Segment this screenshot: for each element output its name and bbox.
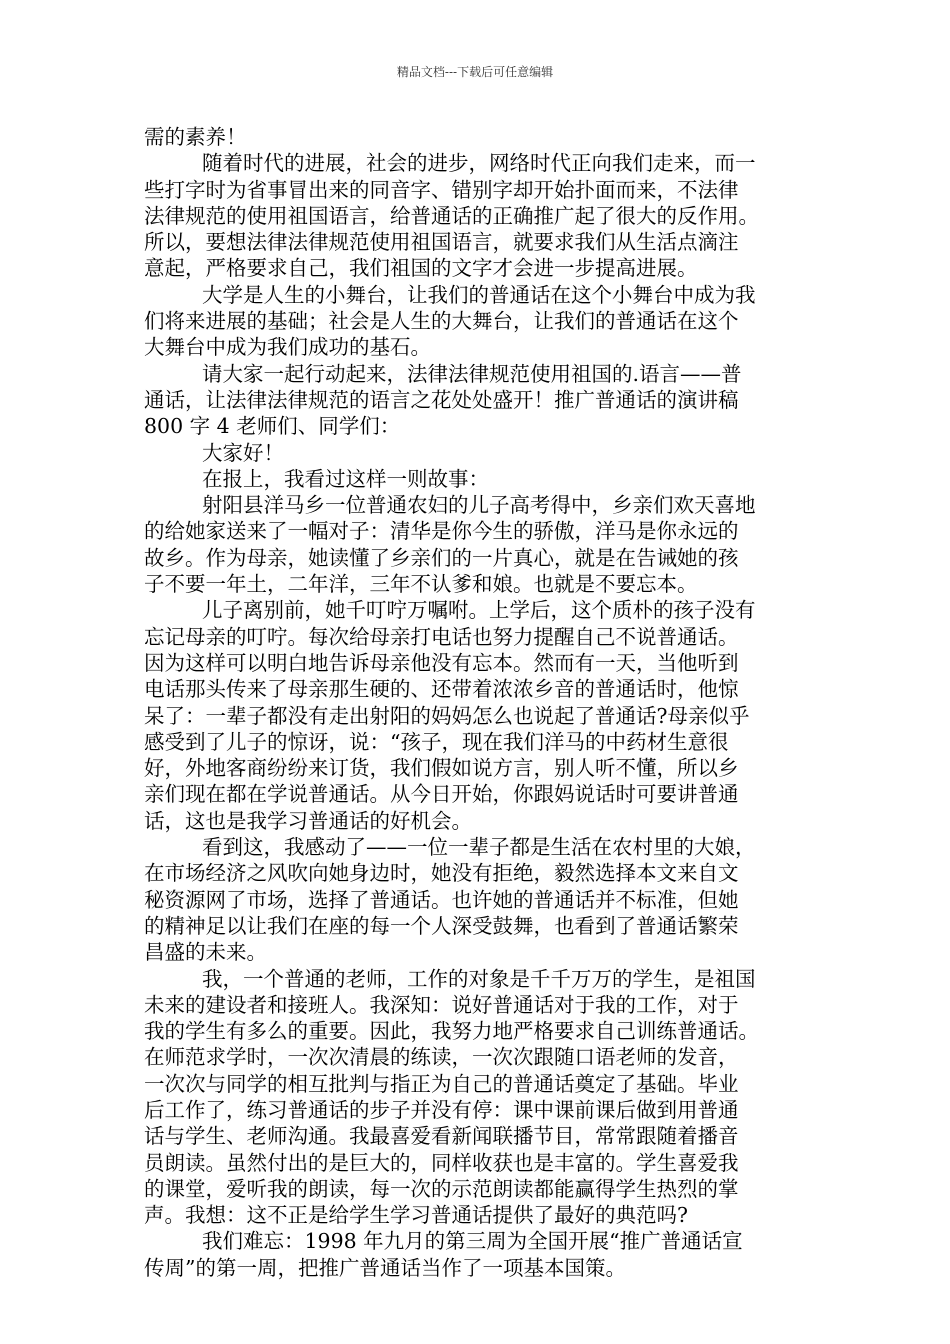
text-line: 随着时代的进展，社会的进步，网络时代正向我们走来，而一: [202, 151, 756, 176]
text-line: 电话那头传来了母亲那生硬的、还带着浓浓乡音的普通话时，他惊: [144, 677, 739, 702]
text-line: 我们难忘：1998 年九月的第三周为全国开展“推广普通话宣: [202, 1229, 743, 1254]
text-line: 在报上，我看过这样一则故事：: [202, 466, 489, 491]
text-line: 子不要一年土，二年洋，三年不认爹和娘。也就是不要忘本。: [144, 572, 698, 597]
text-line: 在市场经济之风吹向她身边时，她没有拒绝，毅然选择本文来自文: [144, 861, 739, 886]
text-line: 我，一个普通的老师，工作的对象是千千万万的学生，是祖国: [202, 966, 756, 991]
text-line: 们将来进展的基础；社会是人生的大舞台，让我们的普通话在这个: [144, 309, 739, 334]
text-line: 传周”的第一周，把推广普通话当作了一项基本国策。: [144, 1255, 626, 1280]
text-line: 800 字 4 老师们、同学们：: [144, 414, 401, 439]
text-line: 员朗读。虽然付出的是巨大的，同样收获也是丰富的。学生喜爱我: [144, 1150, 739, 1175]
text-line: 故乡。作为母亲，她读懂了乡亲们的一片真心，就是在告诫她的孩: [144, 545, 739, 570]
text-line: 的精神足以让我们在座的每一个人深受鼓舞，也看到了普通话繁荣: [144, 913, 739, 938]
text-line: 需的素养！: [144, 125, 247, 149]
page-header: 精品文档---下载后可任意编辑: [396, 65, 554, 79]
text-line: 意起，严格要求自己，我们祖国的文字才会进一步提高进展。: [144, 256, 698, 281]
text-line: 大家好！: [202, 440, 284, 465]
text-line: 好，外地客商纷纷来订货，我们假如说方言，别人听不懂，所以乡: [144, 756, 739, 781]
text-line: 所以，要想法律法律规范使用祖国语言，就要求我们从生活点滴注: [144, 230, 739, 255]
text-line: 亲们现在都在学说普通话。从今日开始，你跟妈说话时可要讲普通: [144, 782, 739, 807]
text-line: 通话，让法律法律规范的语言之花处处盛开！推广普通话的演讲稿: [144, 387, 739, 412]
text-line: 一次次与同学的相互批判与指正为自己的普通话奠定了基础。毕业: [144, 1071, 739, 1096]
text-line: 射阳县洋马乡一位普通农妇的儿子高考得中，乡亲们欢天喜地: [202, 493, 756, 518]
text-line: 秘资源网了市场，选择了普通话。也许她的普通话并不标准，但她: [144, 887, 739, 912]
text-line: 大舞台中成为我们成功的基石。: [144, 335, 431, 360]
text-line: 请大家一起行动起来，法律法律规范使用祖国的.语言——普: [202, 361, 742, 386]
text-line: 因为这样可以明白地告诉母亲他没有忘本。然而有一天，当他听到: [144, 650, 739, 675]
text-line: 昌盛的未来。: [144, 940, 267, 965]
text-line: 的给她家送来了一幅对子：清华是你今生的骄傲，洋马是你永远的: [144, 519, 739, 544]
document-body: [144, 124, 806, 1281]
text-line: 大学是人生的小舞台，让我们的普通话在这个小舞台中成为我: [202, 282, 756, 307]
text-line: 看到这，我感动了——一位一辈子都是生活在农村里的大娘，: [202, 835, 756, 860]
text-line: 忘记母亲的叮咛。每次给母亲打电话也努力提醒自己不说普通话。: [144, 624, 739, 649]
text-line: 声。我想：这不正是给学生学习普通话提供了最好的典范吗?: [144, 1203, 688, 1228]
text-line: 话，这也是我学习普通话的好机会。: [144, 808, 472, 833]
text-line: 的课堂，爱听我的朗读，每一次的示范朗读都能赢得学生热烈的掌: [144, 1176, 739, 1201]
text-line: 在师范求学时，一次次清晨的练读，一次次跟随口语老师的发音，: [144, 1045, 739, 1070]
text-line: 呆了：一辈子都没有走出射阳的妈妈怎么也说起了普通话?母亲似乎: [144, 703, 750, 728]
text-line: 些打字时为省事冒出来的同音字、错别字却开始扑面而来，不法律: [144, 177, 739, 202]
text-line: 未来的建设者和接班人。我深知：说好普通话对于我的工作，对于: [144, 992, 739, 1017]
text-line: 感受到了儿子的惊讶，说：“孩子，现在我们洋马的中药材生意很: [144, 729, 729, 754]
text-line: 儿子离别前，她千叮咛万嘱咐。上学后，这个质朴的孩子没有: [202, 598, 756, 623]
text-line: 法律规范的使用祖国语言，给普通话的正确推广起了很大的反作用。: [144, 203, 759, 228]
text-line: 我的学生有多么的重要。因此，我努力地严格要求自己训练普通话。: [144, 1019, 759, 1044]
text-line: 话与学生、老师沟通。我最喜爱看新闻联播节目，常常跟随着播音: [144, 1124, 739, 1149]
text-line: 后工作了，练习普通话的步子并没有停：课中课前课后做到用普通: [144, 1097, 739, 1122]
